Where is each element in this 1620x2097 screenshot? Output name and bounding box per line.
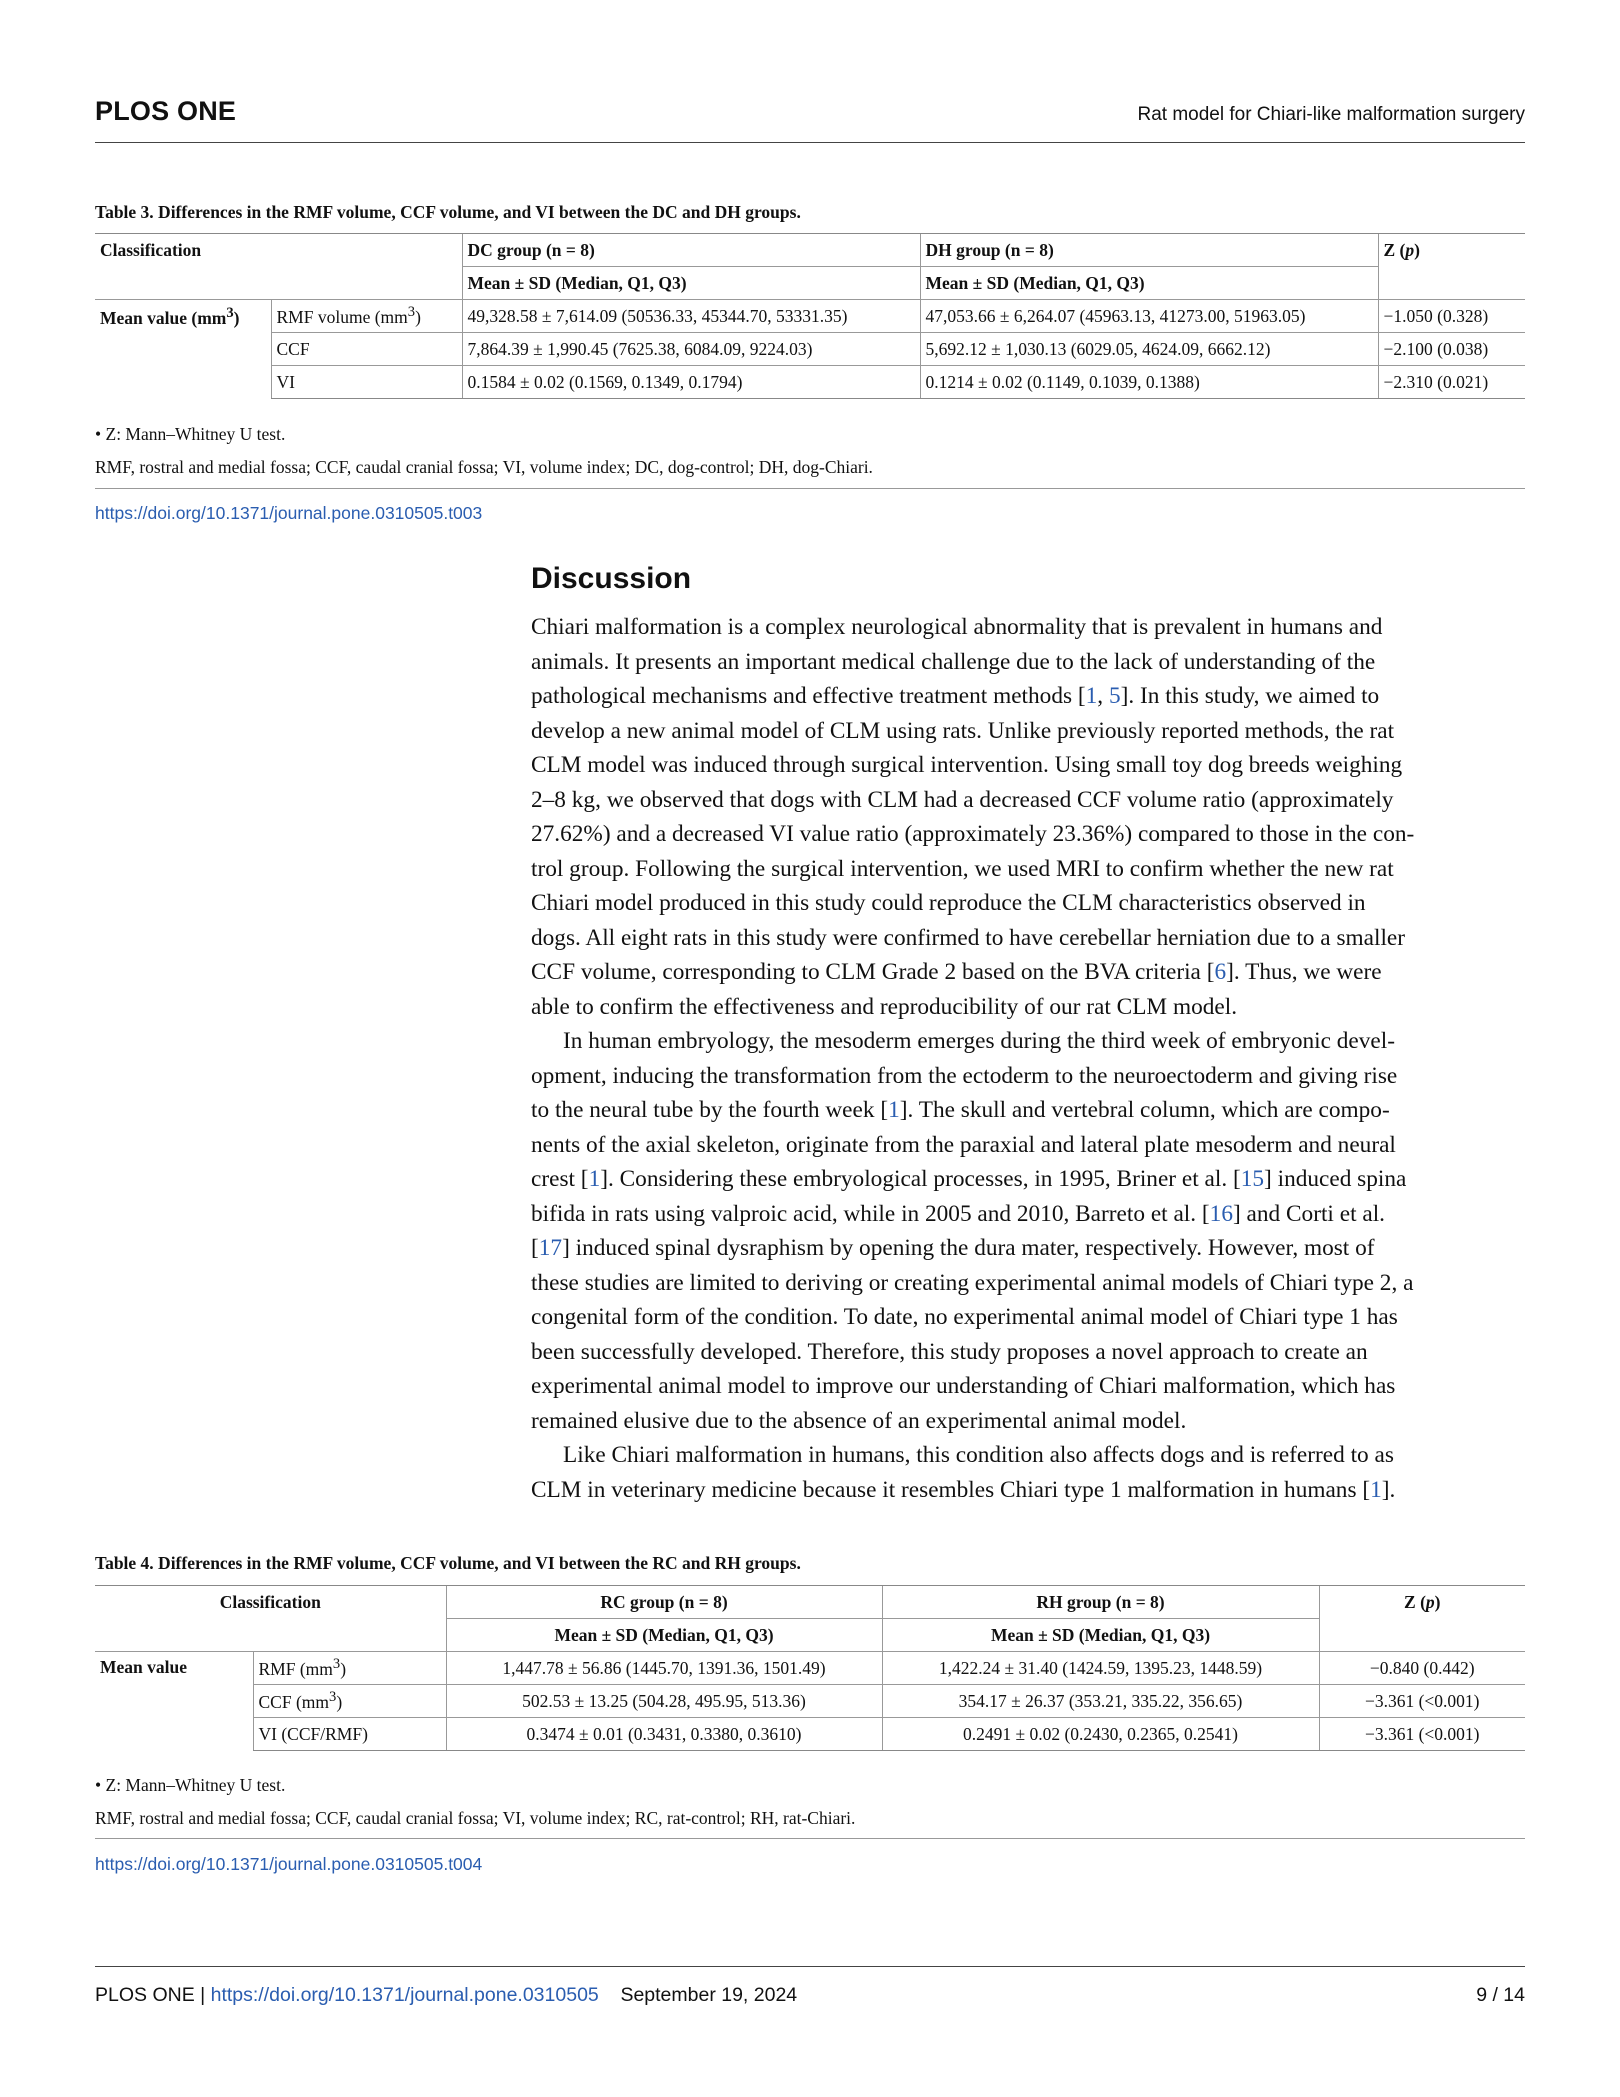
- table3-cell-z: −2.100 (0.038): [1378, 333, 1525, 366]
- table4-cell-g2: 0.2491 ± 0.02 (0.2430, 0.2365, 0.2541): [882, 1718, 1319, 1751]
- table3-h-group2: DH group (n = 8): [920, 234, 1378, 267]
- footer-date: September 19, 2024: [620, 1984, 798, 2006]
- table3-rule: [95, 488, 1525, 489]
- table3-cell-g1: 7,864.39 ± 1,990.45 (7625.38, 6084.09, 9224.03): [462, 333, 920, 366]
- table3-row-name: CCF: [271, 333, 462, 366]
- table3: [95, 233, 1525, 399]
- table3-cell-g2: 0.1214 ± 0.02 (0.1149, 0.1039, 0.1388): [920, 366, 1378, 399]
- table3-cell-z: −2.310 (0.021): [1378, 366, 1525, 399]
- journal-name: PLOS ONE: [95, 96, 237, 126]
- running-title: Rat model for Chiari-like malformation surgery: [1137, 104, 1525, 125]
- table3-cell-g1: 0.1584 ± 0.02 (0.1569, 0.1349, 0.1794): [462, 366, 920, 399]
- citation-link[interactable]: 1: [588, 1166, 601, 1192]
- footer: [95, 1984, 797, 2007]
- footer-doi-link[interactable]: https://doi.org/10.1371/journal.pone.0310505: [210, 1984, 599, 2006]
- table4-doi-link[interactable]: https://doi.org/10.1371/journal.pone.0310505.t004: [95, 1854, 483, 1874]
- table3-h-classification: Classification: [95, 234, 462, 267]
- table4-cell-g1: 1,447.78 ± 56.86 (1445.70, 1391.36, 1501.49): [446, 1652, 882, 1685]
- table4-caption: Table 4. Differences in the RMF volume, CCF volume, and VI between the RC and RH groups.: [95, 1553, 801, 1573]
- table4-footnote-test: • Z: Mann–Whitney U test.: [95, 1775, 286, 1795]
- footer-rule: [95, 1966, 1525, 1967]
- table3-footnote-test: • Z: Mann–Whitney U test.: [95, 424, 286, 444]
- citation-link[interactable]: 1: [888, 1097, 900, 1123]
- table4-row-label: Mean value: [95, 1652, 253, 1751]
- section-title-discussion: Discussion: [531, 562, 692, 595]
- table3-cell-g1: 49,328.58 ± 7,614.09 (50536.33, 45344.70, 53331.35): [462, 300, 920, 333]
- table3-cell-g2: 5,692.12 ± 1,030.13 (6029.05, 4624.09, 6662.12): [920, 333, 1378, 366]
- table3-row-name: RMF volume $(mm^3)$: [271, 300, 462, 333]
- table-row: [95, 1685, 1525, 1718]
- table4-h-group1: RC group (n = 8): [446, 1586, 882, 1619]
- citation-link[interactable]: 1: [1370, 1476, 1382, 1503]
- table4-h-mean2: Mean ± SD (Median, Q1, Q3): [882, 1619, 1319, 1652]
- table4-h-mean1: Mean ± SD (Median, Q1, Q3): [446, 1619, 882, 1652]
- table4-cell-g1: 0.3474 ± 0.01 (0.3431, 0.3380, 0.3610): [446, 1718, 882, 1751]
- table4-cell-z: −0.840 (0.442): [1319, 1652, 1525, 1685]
- table4-h-group2: RH group (n = 8): [882, 1586, 1319, 1619]
- table4-row-name: VI (CCF/RMF): [253, 1718, 446, 1751]
- table4-cell-z: −3.361 (<0.001): [1319, 1718, 1525, 1751]
- table4-rule: [95, 1838, 1525, 1839]
- table3-caption: Table 3. Differences in the RMF volume, CCF volume, and VI between the DC and DH groups.: [95, 202, 801, 222]
- header-rule: [95, 142, 1525, 143]
- table4-cell-g2: 1,422.24 ± 31.40 (1424.59, 1395.23, 1448.59): [882, 1652, 1319, 1685]
- table3-subheader-row: [95, 267, 1525, 300]
- table4-cell-g1: 502.53 ± 13.25 (504.28, 495.95, 513.36): [446, 1685, 882, 1718]
- footer-journal: PLOS ONE |: [95, 1984, 211, 2006]
- discussion-body: Chiari malformation is a complex neurological abnormality that is prevalent in humans and animals. It presents an important medical challenge due to the lack of understanding of the pathological mechanisms and effective treatment methods [1, 5]. In this study, we aimed to develop a new animal model of CLM using rats. Unlike previously reported methods, the rat CLM model was induced through surgical intervention. Using small toy dog breeds weighing 2–8 kg, we observed that dogs with CLM had a decreased CCF volume ratio (approximately 27.62%) and a decreased VI value ratio (approximately 23.36%) compared to those in the con- trol group. Following the surgical intervention, we used MRI to confirm whether the new rat Chiari model produced in this study could reproduce the CLM characteristics observed in dogs. All eight rats in this study were confirmed to have cerebellar herniation due to a smaller CCF volume, corresponding to CLM Grade 2 based on the BVA criteria [6]. Thus, we were able to confirm the effectiveness and reproducibility of our rat CLM model. In human embryology, the mesoderm emerges during the third week of embryonic devel- opment, inducing the transformation from the ectoderm to the neuroectoderm and giving rise to the neural tube by the fourth week [1]. The skull and vertebral column, which are compo- nents of the axial skeleton, originate from the paraxial and lateral plate mesoderm and neural crest [1]. Considering these embryological processes, in 1995, Briner et al. [15] induced spina bifida in rats using valproic acid, while in 2005 and 2010, Barreto et al. [16] and Corti et al. [17] induced spinal dysraphism by opening the dura mater, respectively. However, most of these studies are limited to deriving or creating experimental animal models of Chiari type 2, a congenital form of the condition. To date, no experimental animal model of Chiari type 1 has been successfully developed. Therefore, this study proposes a novel approach to create an experimental animal model to improve our understanding of Chiari malformation, which has remained elusive due to the absence of an experimental animal model. Like Chiari malformation in humans, this condition also affects dogs and is referred to as CLM in veterinary medicine because it resembles Chiari type 1 malformation in humans [1].: [531, 614, 1415, 1503]
- table4-h-z: Z (p): [1319, 1586, 1525, 1652]
- citation-link[interactable]: 16: [1209, 1200, 1233, 1227]
- table-row: [95, 1652, 1525, 1685]
- table4-cell-g2: 354.17 ± 26.37 (353.21, 335.22, 356.65): [882, 1685, 1319, 1718]
- table-row: [95, 300, 1525, 333]
- table4-header-row: [95, 1586, 1525, 1619]
- table3-cell-g2: 47,053.66 ± 6,264.07 (45963.13, 41273.00, 51963.05): [920, 300, 1378, 333]
- table4-subheader-row: [95, 1619, 1525, 1652]
- citation-link[interactable]: 5: [1108, 683, 1121, 709]
- citation-link[interactable]: 15: [1240, 1166, 1265, 1192]
- table4: [95, 1585, 1525, 1751]
- table3-h-group1: DC group (n = 8): [462, 234, 920, 267]
- table-row: [95, 1718, 1525, 1751]
- table3-row-name: VI: [271, 366, 462, 399]
- citation-link[interactable]: 1: [1085, 683, 1098, 709]
- table3-doi-link[interactable]: https://doi.org/10.1371/journal.pone.0310505.t003: [95, 503, 483, 523]
- table3-h-z: Z (p): [1378, 234, 1525, 300]
- table3-footnote-abbrev: RMF, rostral and medial fossa; CCF, caudal cranial fossa; VI, volume index; DC, dog-control; DH, dog-Chiari.: [95, 457, 873, 477]
- table3-header-row: [95, 234, 1525, 267]
- table3-cell-z: −1.050 (0.328): [1378, 300, 1525, 333]
- table-row: [95, 366, 1525, 399]
- table4-row-name: RMF $(mm^3)$: [253, 1652, 446, 1685]
- citation-link[interactable]: 6: [1214, 959, 1227, 985]
- page-number: 9 / 14: [1476, 1984, 1525, 2006]
- table4-cell-z: −3.361 (<0.001): [1319, 1685, 1525, 1718]
- citation-link[interactable]: 17: [538, 1235, 563, 1261]
- table3-h-mean1: Mean ± SD (Median, Q1, Q3): [462, 267, 920, 300]
- table4-row-name: CCF $(mm^3)$: [253, 1685, 446, 1718]
- table3-row-label: Mean value $(mm^3)$: [95, 300, 271, 399]
- table4-footnote-abbrev: RMF, rostral and medial fossa; CCF, caudal cranial fossa; VI, volume index; RC, rat-control; RH, rat-Chiari.: [95, 1808, 856, 1828]
- table-row: [95, 333, 1525, 366]
- table3-h-mean2: Mean ± SD (Median, Q1, Q3): [920, 267, 1378, 300]
- table4-h-classification: Classification: [95, 1586, 446, 1619]
